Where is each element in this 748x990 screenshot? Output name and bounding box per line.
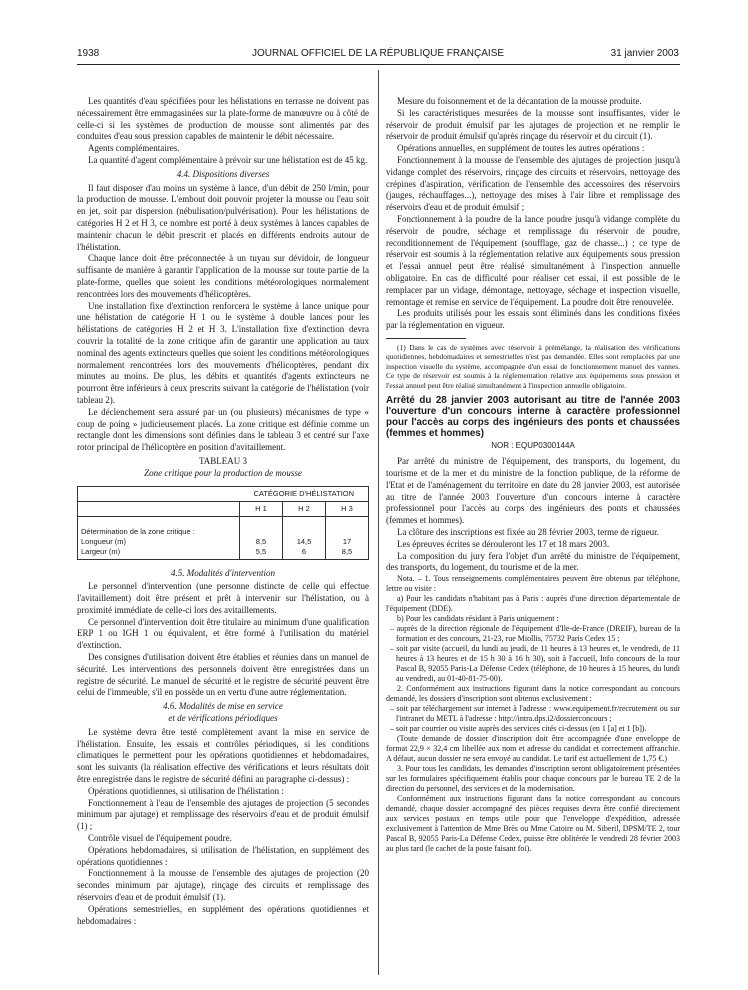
nota-item: b) Pour les candidats résidant à Paris uniquement : [397, 614, 559, 624]
nota-item: – soit par visite (accueil, du lundi au jeudi, de 11 heures à 13 heures et, le vendredi, de 11 heures à 13 heures et de 15 h 30 à 16 h 30), soit à l'accueil, Info concours de la tour Pascal B, 92055 Paris-La Défense Cedex (téléphone, de 10 heures à 15 heures, du lundi au vendredi, au 01-40-81-75-00). [390, 644, 680, 684]
paragraph: Par arrêté du ministre de l'équipement, des transports, du logement, du tourisme et de la mer et du ministre de la fonction publique, de la réforme de l'Etat et de l'aménagement du territoire en date du 28 janvier 2003, est autorisée au titre de l'année 2003 l'ouverture d'un concours interne à caractère professionnel pour l'accès au corps des ingénieurs des ponts et chaussées (femmes et hommes). [386, 456, 680, 526]
column-divider [378, 70, 379, 975]
paragraph: Une installation fixe d'extinction renforcera le système à lance unique pour une hélistation de catégorie H 1 ou le système à double lances pour les hélistations de catégories H 2 et H 3. L'installation fixe d'extinction devra couvrir la totalité de la zone critique afin de garantir une application au taux nominal des agents extincteurs quelles que soient les conditions météorologiques normalement rencontrées lors des mouvements d'hélicoptères, pendant dix minutes au moins. De plus, les débits et quantités d'agents extincteurs ne pourront être inférieurs à ceux prescrits suivant la catégorie de l'hélistation (voir tableau 2). [77, 300, 369, 405]
left-column [77, 96, 369, 927]
paragraph: Fonctionnement à la mousse de l'ensemble des ajutages de projection jusqu'à vidange complet des réservoirs, rinçage des circuits et réservoirs, nettoyage des crépines d'aspiration, vérification de l'ensemble des accessoires des réservoirs (jauges, réchauffages...), nettoyage des mises à l'air libre et remplissage des réservoirs d'eau et de produit émulsif ; [386, 154, 680, 213]
paragraph: Si les caractéristiques mesurées de la mousse sont insuffisantes, vider le réservoir de produit émulsif par les ajutages de projection et ne remplir le réservoir de produit émulsif qu'après rinçage du réservoir et du circuit (1). [386, 107, 680, 142]
nota-item: Nota. – 1. Tous renseignements complémentaires peuvent être obtenus par téléphone, lettre ou visite : [386, 574, 680, 594]
footnote: (1) Dans le cas de systèmes avec réservoir à prémélange, la réalisation des vérifications quotidiennes, hebdomadaires et semestrielles n'est pas demandée. Elles sont remplacées par une inspection visuelle du système, accompagnée d'un essai de fonctionnement manuel des vannes. Ce type de réservoir est soumis à la réglementation relative aux équipements sous pression et l'essai annuel peut être réalisé simultanément à l'inspection annuelle obligatoire. [386, 342, 680, 390]
paragraph: Fonctionnement à l'eau de l'ensemble des ajutages de projection (5 secondes minimum par ajutage) et remplissage des réservoirs d'eau et de produit émulsif (1) ; [77, 797, 369, 832]
journal-title: JOURNAL OFFICIEL DE LA RÉPUBLIQUE FRANÇAISE [251, 48, 505, 59]
paragraph: La composition du jury fera l'objet d'un arrêté du ministre de l'équipement, des transports, du logement, du tourisme et de la mer. [386, 550, 680, 573]
nota-item: – soit par courrier ou visite auprès des services cités ci-dessus (en 1 [a] et 1 [b]). [390, 724, 647, 734]
cell-value: 5,5 [255, 546, 267, 556]
nota-item: 2. Conformément aux instructions figurant dans la notice correspondant au concours demandé, les dossiers d'inscription sont obtenus exclusivement : [386, 684, 680, 704]
header-rule [77, 64, 680, 65]
paragraph: Les quantités d'eau spécifiées pour les hélistations en terrasse ne doivent pas nécessairement être emmagasinées sur la plate-forme de manœuvre ou à côté de celle-ci si les systèmes de production de mousse sont alimentés par des conduites d'eau sous pression capables de maintenir le débit nécessaire. [77, 96, 369, 142]
row-label: Largeur (m) [81, 546, 121, 556]
table-header: CATÉGORIE D'HÉLISTATION [240, 486, 369, 501]
nota-item: a) Pour les candidats n'habitant pas à Paris : auprès d'une direction départementale de l'équipement (DDE). [386, 594, 680, 614]
critical-zone-table [77, 486, 369, 560]
paragraph: Le personnel d'intervention (une personne distincte de celle qui effectue l'avitaillement) doit être présent et prêt à intervenir sur l'hélistation, ou à proximité immédiate de celle-ci lors des avitaillements. [77, 581, 369, 615]
cell-value: 6 [301, 546, 307, 556]
nota-item: 3. Pour tous les candidats, les demandes d'inscription seront obligatoirement présentées sur les formulaires spécifiquement établis pour chaque concours par le bureau TE 2 de la direction du personnel, des services et de la modernisation. [386, 764, 680, 794]
paragraph: Ce personnel d'intervention doit être titulaire au minimum d'une qualification ERP 1 ou IGH 1 ou équivalent, et être formé à l'utilisation du matériel d'extinction. [77, 616, 369, 651]
paragraph: Fonctionnement à la poudre de la lance poudre jusqu'à vidange complète du réservoir de poudre, séchage et remplissage du réservoir de poudre, reconditionnement de l'équipement (soufflage, gaz de chasse...) ; ce type de réservoir est soumis à la réglementation relative aux équipements sous pression et l'essai annuel peut être réalisé simultanément à l'inspection annuelle obligatoire. En cas de difficulté pour réaliser cet essai, il est possible de le remplacer par un vidage, démontage, nettoyage, séchage et inspection visuelle, remontage et remise en service de l'équipement. La poudre doit être renouvelée. [386, 213, 680, 307]
paragraph: Contrôle visuel de l'équipement poudre. [88, 833, 232, 844]
paragraph: Les épreuves écrites se dérouleront les 17 et 18 mars 2003. [397, 538, 610, 549]
paragraph: Les produits utilisés pour les essais sont éliminés dans les conditions fixées par la réglementation en vigueur. [386, 308, 680, 331]
column-header: H 1 [240, 501, 283, 516]
section-heading: 4.4. Dispositions diverses [176, 168, 270, 179]
column-header: H 2 [283, 501, 326, 516]
cell-value: 8,5 [255, 536, 267, 546]
column-header: H 3 [326, 501, 369, 516]
paragraph: Opérations quotidiennes, si utilisation de l'hélistation : [88, 785, 284, 796]
paragraph: Le système devra être testé complètement avant la mise en service de l'hélistation. Ensuite, les essais et contrôles périodiques, si les conditions climatiques le permettent pour les opérations quotidiennes et hebdomadaires, sont les suivants (la réalisation effective des vérifications et leurs résultats doit être enregistrée dans le registre de sécurité défini au paragraphe ci-dessus) : [77, 726, 369, 785]
paragraph: Mesure du foisonnement et de la décantation de la mousse produite. [397, 96, 642, 106]
nota-item: – soit par téléchargement sur internet à l'adresse : www.equipement.fr/recrutement ou sur l'intranet du METL à l'adresse : http://intra.dps.i2/dossierconcours ; [390, 704, 680, 724]
cell-value: 17 [342, 536, 352, 546]
paragraph: Opérations hebdomadaires, si utilisation de l'hélistation, en supplément des opérations quotidiennes : [77, 844, 369, 867]
nota-item: (Toute demande de dossier d'inscription doit être accompagnée d'une enveloppe de format 22,9 × 32,4 cm libellée aux nom et adresse du candidat et correctement affranchie. A défaut, aucun dossier ne sera envoyé au candidat. Le tarif est actuellement de 1,75 €.) [386, 734, 680, 764]
row-group-label: Détermination de la zone critique : [81, 526, 195, 536]
nota-item: Conformément aux instructions figurant dans la notice correspondant au concours demandé, chaque dossier accompagné des pièces requises devra être confié directement aux services postaux en temps utile pour que l'enveloppe d'expédition, adressée exclusivement à l'attention de Mme Brès ou Mme Catoire ou M. Siberil, DPSM/TE 2, tour Pascal B, 92055 Paris-La Défense Cedex, puisse être oblitérée le vendredi 28 février 2003 au plus tard (le cachet de la poste faisant foi). [386, 794, 680, 854]
table-subtitle: Zone critique pour la production de mousse [144, 467, 302, 478]
page-header [77, 48, 679, 62]
paragraph: Opérations semestrielles, en supplément des opérations quotidiennes et hebdomadaires : [77, 903, 369, 926]
right-column [386, 96, 680, 854]
paragraph: Le déclenchement sera assuré par un (ou plusieurs) mécanismes de type « coup de poing » judicieusement placés. La zone critique est définie comme un rectangle dont les dimensions sont définies dans le tableau 3 et centré sur l'axe rotor principal de l'hélicoptère en position d'avitaillement. [77, 406, 369, 453]
table-title: TABLEAU 3 [198, 455, 248, 466]
paragraph: Chaque lance doit être préconnectée à un tuyau sur dévidoir, de longueur suffisante de manière à garantir l'application de la mousse sur toute partie de la plate-forme, quelles que soient les conditions météorologiques normalement rencontrées lors des mouvements d'hélicoptères. [77, 253, 369, 299]
table-row [78, 516, 369, 559]
paragraph: Agents complémentaires. [88, 143, 180, 154]
nor-reference: NOR : EQUP0300144A [491, 441, 575, 451]
issue-date: 31 janvier 2003 [610, 48, 679, 59]
row-label: Longueur (m) [81, 536, 127, 546]
paragraph: Fonctionnement à la mousse de l'ensemble des ajutages de projection (20 secondes minimum par ajutage), rinçage des circuits et remplissage des réservoirs d'eau et de produit émulsif (1). [77, 868, 369, 903]
nota-item: – auprès de la direction régionale de l'équipement d'Ile-de-France (DREIF), bureau de la formation et des concours, 21-23, rue Miollis, 75732 Paris Cedex 15 ; [390, 624, 680, 644]
cell-value: 8,5 [341, 546, 353, 556]
arrete-title: Arrêté du 28 janvier 2003 autorisant au titre de l'année 2003 l'ouverture d'un concours interne à caractère professionnel pour l'accès au corps des ingénieurs des ponts et chaussées (femmes et hommes) [386, 395, 680, 440]
section-heading: et de vérifications périodiques [168, 713, 278, 724]
section-heading: 4.6. Modalités de mise en service [163, 701, 283, 712]
page-number: 1938 [77, 48, 100, 59]
nota-block [386, 574, 680, 854]
paragraph: Opérations annuelles, en supplément de toutes les autres opérations : [397, 143, 645, 154]
paragraph: Des consignes d'utilisation doivent être établies et réunies dans un manuel de sécurité. Les interventions des personnels doivent être enregistrées dans un registre de sécurité. Le manuel de sécurité et le registre de sécurité peuvent être celui de l'immeuble, s'il en possède un en vertu d'une autre réglementation. [77, 652, 369, 698]
section-heading: 4.5. Modalités d'intervention [171, 567, 275, 578]
paragraph: Il faut disposer d'au moins un système à lance, d'un débit de 250 l/min, pour la production de mousse. L'embout doit pouvoir projeter la mousse ou l'eau soit en jet, soit par dispersion (nébulisation/pulvérisation). Pour les hélistations de catégories H 2 et H 3, ce nombre est porté à deux systèmes à lances capables de maintenir chacun le débit prescrit et placés en différents endroits autour de l'hélistation. [77, 182, 369, 252]
cell-value: 14,5 [296, 536, 312, 546]
footnote-rule [386, 338, 466, 339]
paragraph: La quantité d'agent complémentaire à prévoir sur une hélistation est de 45 kg. [88, 154, 368, 165]
paragraph: La clôture des inscriptions est fixée au 28 février 2003, terme de rigueur. [397, 527, 659, 538]
